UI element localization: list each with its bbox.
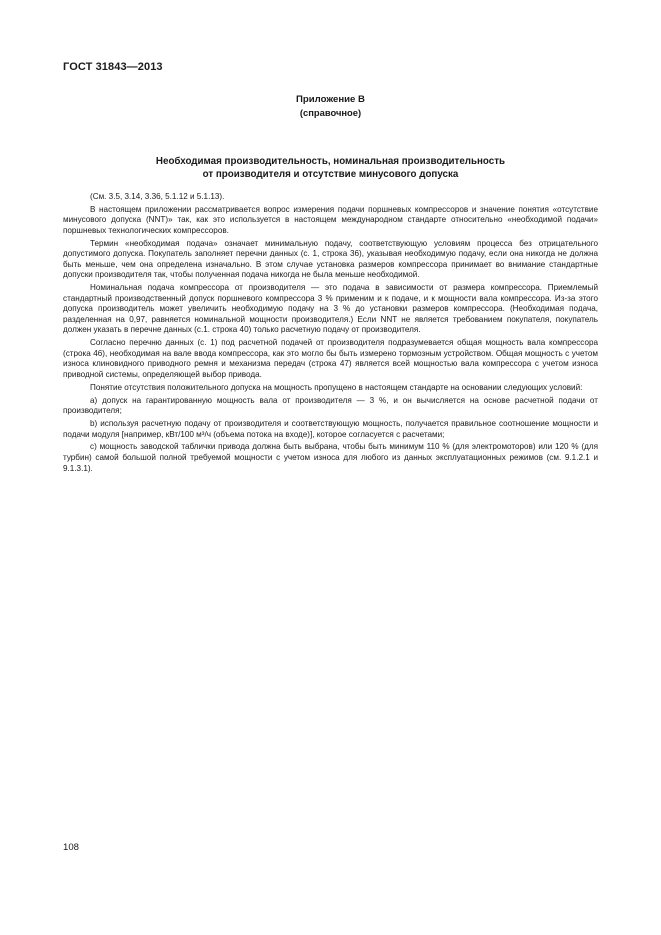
list-item-c: с) мощность заводской таблички привода должна быть выбрана, чтобы быть минимум 110 % (для электромоторов) или 120 % (для турбин) самой большой полной требуемой мощности с учетом износа для любого из данных эксплуатационных режимов (см. 9.1.2.1 и 9.1.3.1). [63, 442, 598, 473]
paragraph-conditions: Понятие отсутствия положительного допуска на мощность пропущено в настоящем стандарте на основании следующих условий: [90, 382, 583, 392]
page-number: 108 [63, 842, 80, 853]
body-text [63, 192, 598, 474]
list-item-a: а) допуск на гарантированную мощность вала от производителя — 3 %, и он вычисляется на основе расчетной подачи от производителя; [63, 395, 598, 416]
section-title-line-1: Необходимая производительность, номинальная производительность [155, 156, 506, 167]
paragraph-data-sheet: Согласно перечню данных (с. 1) под расчетной подачей от производителя подразумевается общая мощность вала компрессора (строка 46), необходимая на вале ввода компрессора, как это могло бы быть измерено тормозным устройством. Общая мощность с учетом износа клиновидного приводного ремня и механизма передач (строка 47) является всей мощностью вала компрессора с учетом износа приводной системы, определяющей выбор привода. [63, 338, 598, 379]
paragraph-references: (См. 3.5, 3.14, 3.36, 5.1.12 и 5.1.13). [90, 192, 225, 201]
paragraph-required-flow: Термин «необходимая подача» означает минимальную подачу, соответствующую условиям процесса без отрицательного допустимого допуска. Покупатель заполняет перечни данных (с. 1, строка 36), указывая необходимую подачу, если она никогда не должна быть меньше, чем она определена изначально. В этом случае установка размеров компрессора принимает во внимание стандартные допуски производителя так, чтобы полученная подача никогда не была меньше необходимой. [63, 238, 598, 280]
section-title-line-2: от производителя и отсутствие минусового допуска [202, 169, 459, 180]
section-title [80, 155, 581, 181]
appendix-heading [63, 93, 598, 119]
appendix-title: Приложение В [296, 94, 365, 105]
document-header: ГОСТ 31843—2013 [63, 61, 163, 73]
appendix-subtitle: (справочное) [299, 107, 362, 118]
paragraph-rated-flow: Номинальная подача компрессора от производителя — это подача в зависимости от размера компрессора. Приемлемый стандартный производственный допуск поршневого компрессора 3 % применим и к подаче, и к мощности вала компрессора. Из-за этого допуска производитель может увеличить необходимую подачу на 3 % до установки размеров компрессора. (Необходимая подача, разделенная на 0,97, равняется номинальной мощности производителя.) Если NNT не является требованием покупателя, покупатель должен указать в перечне данных (с.1. строка 40) только расчетную подачу от производителя. [63, 283, 598, 335]
list-item-b: b) используя расчетную подачу от производителя и соответствующую мощность, получается правильное соотношение мощности и подачи модуля [например, кВт/100 м³/ч (объема потока на входе)], которое согласуется с расчетами; [63, 419, 598, 439]
paragraph-intro: В настоящем приложении рассматривается вопрос измерения подачи поршневых компрессоров и значение понятия «отсутствие минусового допуска (NNT)» так, как это используется в настоящем международном стандарте относительно «необходимой подачи» поршневых технологических компрессоров. [63, 204, 598, 235]
